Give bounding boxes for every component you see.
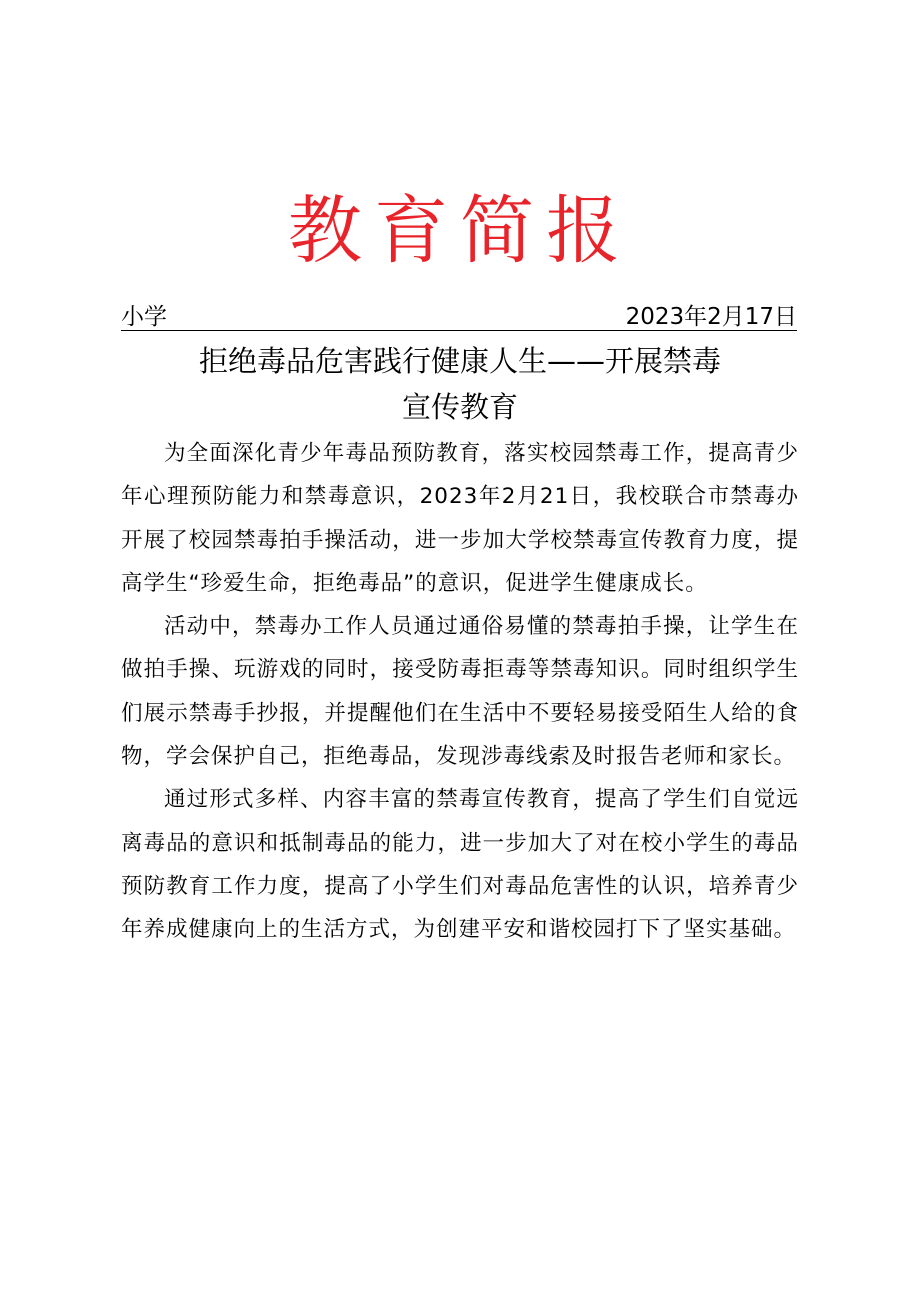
masthead-title: 教育简报 bbox=[288, 188, 632, 274]
article-paragraph-3: 通过形式多样、内容丰富的禁毒宣传教育，提高了学生们自觉远离毒品的意识和抵制毒品的能力，进一步加大了对在校小学生的毒品预防教育工作力度，提高了小学生们对毒品危害性的认识，培养青少年养成健康向上的生活方式，为创建平安和谐校园打下了坚实基础。 bbox=[121, 787, 799, 943]
article-headline-line-1: 拒绝毒品危害践行健康人生——开展禁毒 bbox=[198, 344, 721, 378]
article-body bbox=[121, 432, 799, 952]
article-paragraph-2: 活动中，禁毒办工作人员通过通俗易懂的禁毒拍手操，让学生在做拍手操、玩游戏的同时，接受防毒拒毒等禁毒知识。同时组织学生们展示禁毒手抄报，并提醒他们在生活中不要轻易接受陌生人给的食物，学会保护自己，拒绝毒品，发现涉毒线索及时报告老师和家长。 bbox=[121, 614, 799, 770]
issue-info-line bbox=[121, 300, 797, 331]
issue-date: 2023年2月17日 bbox=[625, 304, 797, 330]
organization-name: 小学 bbox=[121, 304, 167, 330]
article-headline bbox=[160, 338, 760, 430]
article-paragraph-1: 为全面深化青少年毒品预防教育，落实校园禁毒工作，提高青少年心理预防能力和禁毒意识，2023年2月21日，我校联合市禁毒办开展了校园禁毒拍手操活动，进一步加大学校禁毒宣传教育力度，提高学生“珍爱生命，拒绝毒品”的意识，促进学生健康成长。 bbox=[121, 441, 799, 596]
article-headline-line-2: 宣传教育 bbox=[401, 390, 518, 424]
